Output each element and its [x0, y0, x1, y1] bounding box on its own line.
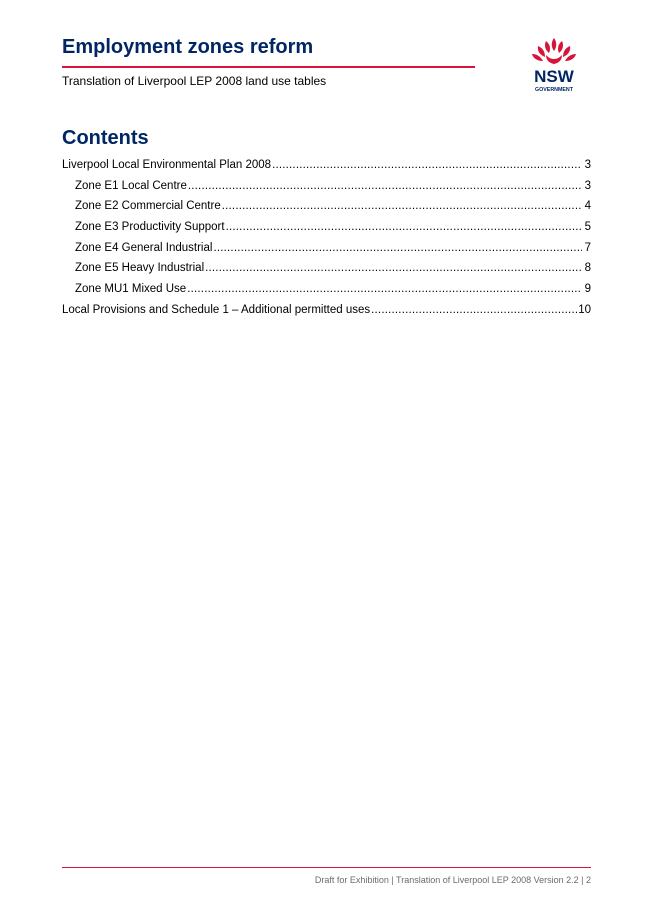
- toc-entry-zone-e1[interactable]: [62, 176, 591, 197]
- page-subtitle: Translation of Liverpool LEP 2008 land use tables: [62, 74, 327, 88]
- footer-divider: [62, 867, 591, 868]
- toc-entry-label: Zone E1 Local Centre: [75, 179, 187, 192]
- page-footer: Draft for Exhibition | Translation of Liverpool LEP 2008 Version 2.2 | 2: [314, 875, 591, 885]
- toc-dot-leader: [226, 217, 582, 238]
- table-of-contents: [62, 155, 591, 321]
- toc-dot-leader: [187, 279, 582, 300]
- toc-entry-label: Local Provisions and Schedule 1 – Additional permitted uses: [62, 303, 371, 316]
- toc-entry-zone-e5[interactable]: [62, 258, 591, 279]
- toc-entry-label: Zone E4 General Industrial: [75, 241, 213, 254]
- toc-entry-label: Zone E2 Commercial Centre: [75, 200, 221, 213]
- toc-dot-leader: [188, 176, 582, 197]
- toc-page-number: 8: [584, 262, 591, 275]
- toc-page-number: 3: [584, 179, 591, 192]
- toc-entry-label: Zone E3 Productivity Support: [75, 221, 225, 234]
- toc-dot-leader: [213, 238, 582, 259]
- toc-entry-label: Zone MU1 Mixed Use: [75, 283, 187, 296]
- toc-entry-local-provisions[interactable]: [62, 300, 591, 321]
- title-divider: [62, 66, 475, 68]
- toc-page-number: 9: [584, 283, 591, 296]
- page-title: Employment zones reform: [62, 36, 314, 58]
- toc-dot-leader: [205, 258, 582, 279]
- toc-page-number: 10: [578, 303, 591, 316]
- toc-entry-zone-e2[interactable]: [62, 196, 591, 217]
- toc-page-number: 4: [584, 200, 591, 213]
- logo-tagline: GOVERNMENT: [535, 87, 573, 93]
- toc-entry-liverpool-lep[interactable]: [62, 155, 591, 176]
- toc-dot-leader: [222, 196, 582, 217]
- toc-entry-label: Liverpool Local Environmental Plan 2008: [62, 159, 272, 171]
- contents-heading: Contents: [62, 127, 149, 149]
- toc-entry-zone-e3[interactable]: [62, 217, 591, 238]
- toc-dot-leader: [272, 155, 582, 176]
- nsw-government-logo: [524, 36, 584, 94]
- logo-wordmark: NSW: [534, 67, 574, 86]
- toc-dot-leader: [371, 300, 577, 321]
- toc-page-number: 7: [584, 241, 591, 254]
- toc-entry-zone-e4[interactable]: [62, 238, 591, 259]
- toc-page-number: 5: [584, 221, 591, 234]
- waratah-icon: [532, 38, 576, 64]
- toc-entry-label: Zone E5 Heavy Industrial: [75, 262, 205, 275]
- toc-entry-zone-mu1[interactable]: [62, 279, 591, 300]
- toc-page-number: 3: [584, 159, 591, 171]
